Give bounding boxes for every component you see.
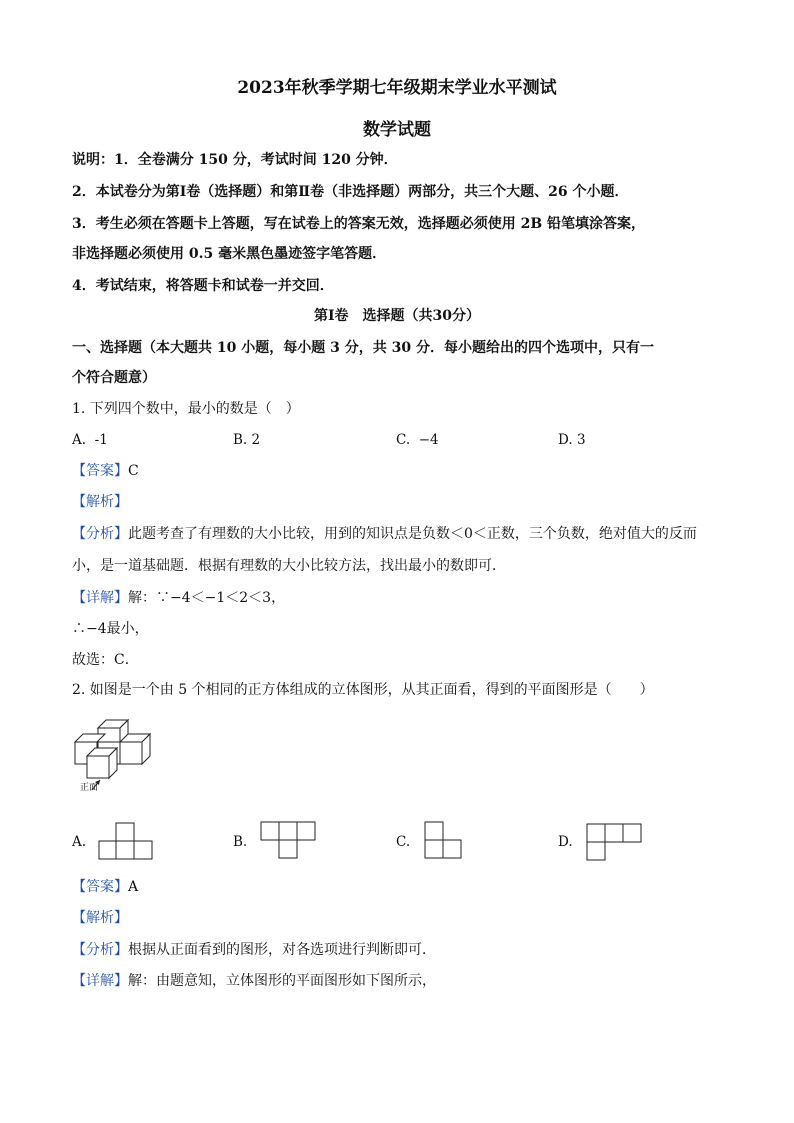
q2-option-d-figure: [586, 823, 646, 863]
q2-option-b-figure: [260, 821, 320, 861]
exam-title: 2023年秋季学期七年级期末学业水平测试: [237, 78, 557, 98]
q1-option-c: [396, 430, 439, 450]
instruction-2: 2．本试卷分为第Ⅰ卷（选择题）和第Ⅱ卷（非选择题）两部分，共三个大题、26 个小题．: [72, 184, 629, 200]
q1-fenxi-cont: 小，是一道基础题．根据有理数的大小比较方法，找出最小的数即可．: [72, 558, 506, 574]
q2-option-c-letter: C.: [396, 834, 411, 850]
q2-detail-tag: 【详解】: [72, 973, 128, 989]
question-1-stem: 1. 下列四个数中，最小的数是（ ）: [72, 401, 300, 417]
q1-option-d-text: 3: [576, 432, 586, 448]
q2-fenxi-tag: 【分析】: [72, 942, 128, 958]
q1-option-c-letter: C.: [396, 432, 411, 448]
q1-detail: [72, 588, 285, 608]
exam-subtitle: 数学试题: [363, 120, 431, 140]
q2-option-a-letter: A.: [72, 834, 87, 850]
q2-fenxi-text: 根据从正面看到的图形，对各选项进行判断即可．: [128, 942, 436, 958]
q2-answer-tag: 【答案】: [72, 879, 128, 895]
q1-option-a-text: -1: [94, 432, 108, 448]
q1-option-b-letter: B.: [233, 432, 248, 448]
q1-answer: [72, 461, 139, 481]
q1-option-b: [233, 430, 260, 450]
q2-analysis-tag: 【解析】: [72, 910, 128, 926]
q2-fenxi: [72, 940, 436, 960]
q1-detail-tag: 【详解】: [72, 590, 128, 606]
question-2-stem: 2. 如图是一个由 5 个相同的正方体组成的立体图形，从其正面看，得到的平面图形是（ ）: [72, 682, 654, 698]
q1-option-d: [558, 430, 586, 450]
section-header: 第Ⅰ卷 选择题（共30分）: [313, 308, 481, 324]
q2-option-a-figure: [98, 822, 158, 862]
instruction-1: 说明：1．全卷满分 150 分，考试时间 120 分钟．: [72, 152, 398, 168]
part-one-heading-cont: 个符合题意）: [72, 370, 156, 386]
q1-answer-tag: 【答案】: [72, 463, 128, 479]
q1-fenxi: [72, 524, 697, 544]
q2-option-d-letter: D.: [558, 834, 573, 850]
q2-detail-text: 解：由题意知，立体图形的平面图形如下图所示，: [128, 973, 436, 989]
q1-detail-text: 解：∵−4＜−1＜2＜3，: [128, 590, 286, 606]
q1-answer-value: C: [128, 463, 139, 479]
q1-fenxi-text: 此题考查了有理数的大小比较，用到的知识点是负数＜0＜正数，三个负数，绝对值大的反而: [128, 526, 697, 542]
q2-answer: [72, 877, 138, 897]
instruction-3-cont: 非选择题必须使用 0.5 毫米黑色墨迹签字笔答题．: [72, 246, 387, 262]
q2-option-c-figure: [424, 821, 474, 861]
q2-detail: [72, 971, 436, 991]
q1-analysis-tag: 【解析】: [72, 494, 128, 510]
front-view-label: 正面: [80, 783, 99, 793]
q2-option-b-letter: B.: [233, 834, 248, 850]
q1-option-b-text: 2: [251, 432, 261, 448]
q1-option-d-letter: D.: [558, 432, 573, 448]
q1-detail-2: ∴−4最小，: [72, 621, 149, 637]
q1-detail-3: 故选：C．: [72, 652, 139, 668]
q1-option-a: [72, 430, 108, 450]
instruction-4: 4．考试结束，将答题卡和试卷一并交回．: [72, 278, 334, 294]
q2-answer-value: A: [128, 879, 139, 895]
q1-fenxi-tag: 【分析】: [72, 526, 128, 542]
q1-option-c-text: −4: [418, 432, 439, 448]
instruction-3: 3．考生必须在答题卡上答题，写在试卷上的答案无效，选择题必须使用 2B 铅笔填涂答案，: [72, 216, 646, 232]
part-one-heading: 一、选择题（本大题共 10 小题，每小题 3 分，共 30 分．每小题给出的四个选项中，只有一: [72, 340, 654, 356]
q1-option-a-letter: A.: [72, 432, 87, 448]
